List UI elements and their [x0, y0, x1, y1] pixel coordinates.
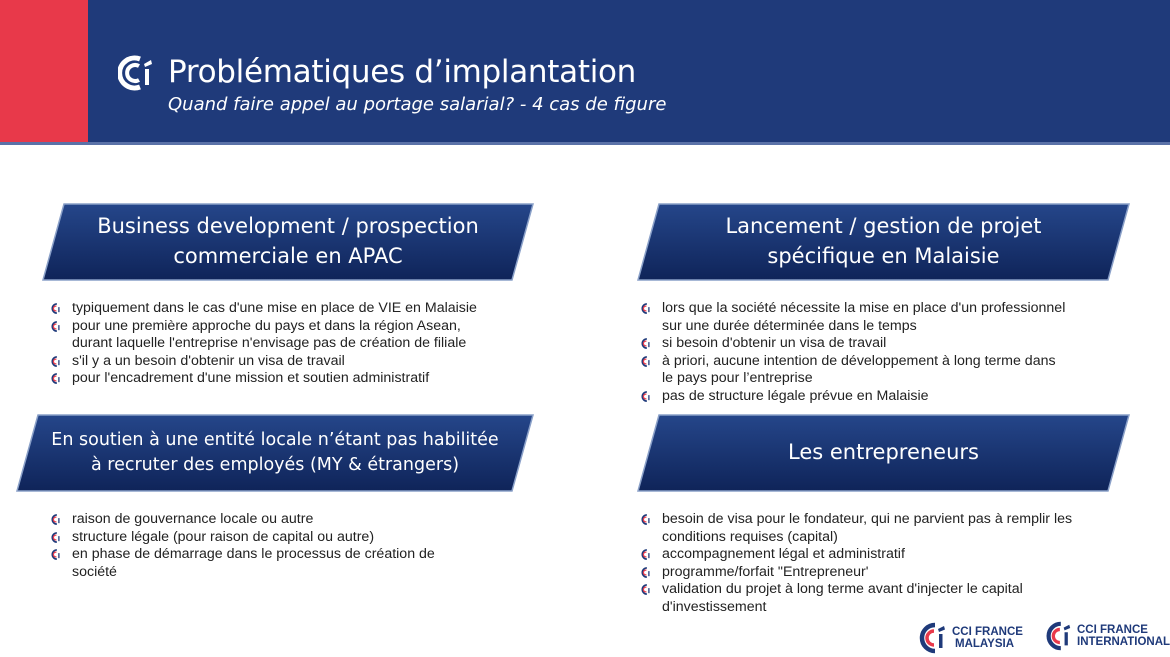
- list-item: raison de gouvernance locale ou autre: [50, 511, 550, 529]
- section-heading-line: En soutien à une entité locale n’étant pas habilitée: [51, 430, 499, 451]
- list-item: besoin de visa pour le fondateur, qui ne parvient pas à remplir les: [640, 511, 1140, 529]
- cci-bullet-icon: [640, 302, 651, 313]
- list-item: lors que la société nécessite la mise en place d'un professionnel: [640, 300, 1140, 318]
- cci-bullet-icon: [640, 548, 651, 559]
- cci-bullet-icon: [640, 390, 651, 401]
- section-heading-business-development: [42, 203, 534, 281]
- list-item-continuation: le pays pour l’entreprise: [662, 370, 813, 387]
- logo-text-line: INTERNATIONAL: [1077, 636, 1170, 648]
- list-item-continuation: d'investissement: [662, 598, 767, 615]
- bullet-list-entrepreneurs: [640, 511, 1140, 617]
- section-heading-line: spécifique en Malaisie: [767, 244, 1000, 268]
- list-item: en phase de démarrage dans le processus de création de: [50, 546, 550, 564]
- cci-bullet-icon: [50, 355, 61, 366]
- logo-text-line: CCI FRANCE: [1077, 624, 1148, 636]
- list-item: pas de structure légale prévue en Malaisie: [640, 388, 1140, 406]
- cci-bullet-icon: [640, 337, 651, 348]
- section-heading-local-entity: [16, 414, 534, 492]
- section-heading-line: à recruter des employés (MY & étrangers): [90, 455, 460, 475]
- list-item-continuation: sur une durée déterminée dans le temps: [662, 317, 917, 334]
- cci-logo-icon: [118, 55, 156, 91]
- list-item: si besoin d'obtenir un visa de travail: [640, 335, 1140, 353]
- cci-bullet-icon: [640, 583, 651, 594]
- cci-bullet-icon: [50, 548, 61, 559]
- header-divider: [0, 142, 1170, 145]
- page-title: Problématiques d’implantation: [168, 54, 637, 90]
- list-item-continuation: société: [72, 563, 117, 580]
- list-item: programme/forfait "Entrepreneur': [640, 564, 1140, 582]
- list-item: typiquement dans le cas d'une mise en place de VIE en Malaisie: [50, 300, 550, 318]
- cci-bullet-icon: [50, 531, 61, 542]
- list-item: validation du projet à long terme avant d'injecter le capital: [640, 581, 1140, 599]
- section-heading-project-launch: [637, 203, 1130, 281]
- cci-bullet-icon: [640, 513, 651, 524]
- cci-bullet-icon: [50, 372, 61, 383]
- accent-bar: [0, 0, 88, 142]
- list-item: pour une première approche du pays et dans la région Asean,: [50, 318, 550, 336]
- logo-text-line: CCI FRANCE: [952, 626, 1023, 638]
- cci-bullet-icon: [50, 320, 61, 331]
- section-heading-entrepreneurs: [637, 414, 1130, 492]
- cci-bullet-icon: [640, 566, 651, 577]
- list-item-continuation: durant laquelle l'entreprise n'envisage pas de création de filiale: [72, 335, 467, 352]
- bullet-list-business-development: [50, 300, 550, 388]
- list-item: accompagnement légal et administratif: [640, 546, 1140, 564]
- section-heading-line: commerciale en APAC: [173, 244, 403, 268]
- logo-text-line: MALAYSIA: [955, 638, 1014, 650]
- page-subtitle: Quand faire appel au portage salarial? - 4 cas de figure: [168, 94, 667, 115]
- cci-bullet-icon: [50, 513, 61, 524]
- bullet-list-project-launch: [640, 300, 1140, 406]
- cci-bullet-icon: [640, 355, 651, 366]
- cci-logo-icon: [916, 622, 948, 654]
- list-item: structure légale (pour raison de capital ou autre): [50, 529, 550, 547]
- cci-bullet-icon: [50, 302, 61, 313]
- list-item-continuation: conditions requises (capital): [662, 528, 838, 545]
- cci-france-malaysia-logo: [916, 622, 1023, 654]
- list-item: s'il y a un besoin d'obtenir un visa de travail: [50, 353, 550, 371]
- cci-france-international-logo: [1043, 621, 1170, 651]
- section-heading-line: Les entrepreneurs: [788, 440, 979, 465]
- section-heading-line: Lancement / gestion de projet: [725, 214, 1042, 239]
- list-item: pour l'encadrement d'une mission et soutien administratif: [50, 370, 550, 388]
- bullet-list-local-entity: [50, 511, 550, 581]
- section-heading-line: Business development / prospection: [97, 214, 479, 239]
- list-item: à priori, aucune intention de développement à long terme dans: [640, 353, 1140, 371]
- cci-logo-icon: [1043, 621, 1073, 651]
